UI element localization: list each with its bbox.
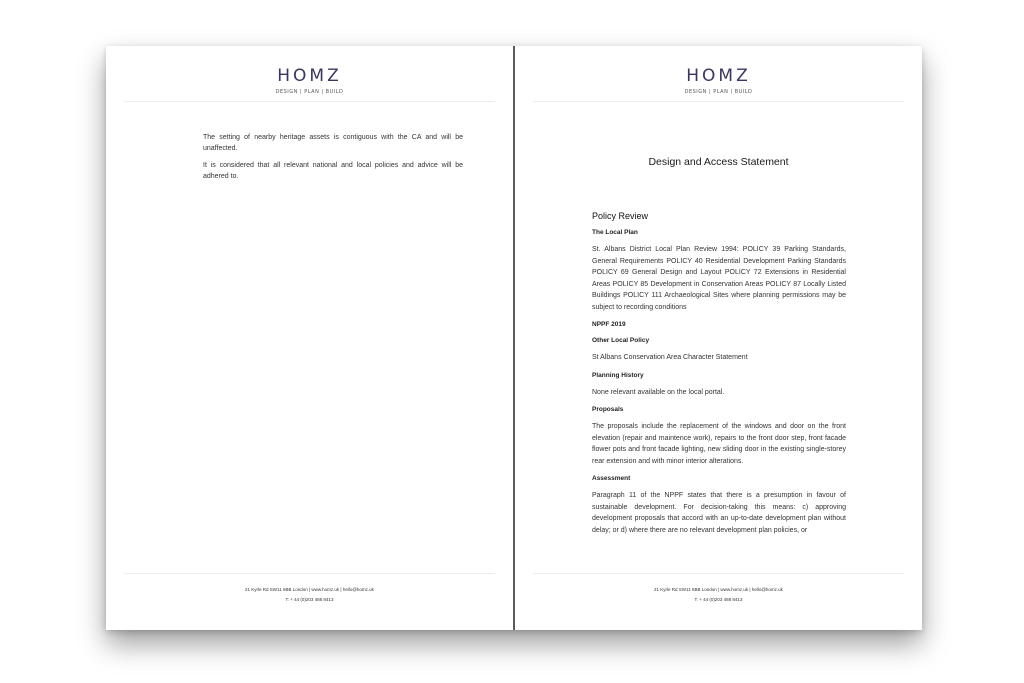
footer-phone: T: + 44 (0)203 488 8413 [694,597,743,602]
assessment-text: Paragraph 11 of the NPPF states that there is a presumption in favour of sustainable development. For decision-taking this means: c) approving development proposals that accord with an up-to-date development plan without delay; or d) where there are no relevant development plan policies, or [592,492,846,534]
assessment-heading: Assessment [592,475,631,482]
local-plan-heading: The Local Plan [592,229,638,236]
logo-tagline: DESIGN | PLAN | BUILD [684,89,753,95]
left-page [106,46,513,630]
header-divider [124,101,495,102]
other-policy-heading: Other Local Policy [592,337,650,344]
proposals-heading: Proposals [592,406,624,413]
nppf-heading: NPPF 2019 [592,321,626,328]
footer-divider [533,573,904,574]
right-page-body [592,211,846,543]
proposals-text: The proposals include the replacement of the windows and door on the front elevation (repair and maintence work), repairs to the front door step, front facade flower pots and front facade lighting, new sliding door in the existing single-storey rear extension and with minor interior alterations. [592,423,846,465]
logo: HOMZ [277,66,342,86]
paragraph: The setting of nearby heritage assets is contiguous with the CA and will be unaffected. [203,134,463,152]
right-page [515,46,922,630]
logo-tagline: DESIGN | PLAN | BUILD [275,89,344,95]
logo: HOMZ [686,66,751,86]
document-title: Design and Access Statement [648,156,789,168]
local-plan-text: St. Albans District Local Plan Review 1994: POLICY 39 Parking Standards, General Requirements POLICY 40 Residential Development Parking Standards POLICY 69 General Design and Layout POLICY 72 Extensions in Residential Areas POLICY 85 Development in Conservation Areas POLICY 87 Locally Listed Buildings POLICY 111 Archaeological Sites where planning permissions may be subject to recording conditions [592,246,846,311]
footer-address: 21 Kyrle Rd SW11 6BB London | www.homz.uk | hello@homz.uk [245,587,374,592]
footer-phone: T: + 44 (0)203 488 8413 [285,597,334,602]
left-page-body [203,132,463,188]
other-policy-text: St Albans Conservation Area Character Statement [592,354,748,361]
footer-address: 21 Kyrle Rd SW11 6BB London | www.homz.uk | hello@homz.uk [654,587,783,592]
planning-history-heading: Planning History [592,371,644,379]
planning-history-text: None relevant available on the local portal. [592,388,725,396]
footer-divider [124,573,495,574]
paragraph: It is considered that all relevant national and local policies and advice will be adhered to. [203,162,463,180]
document-spread [106,46,922,630]
section-title: Policy Review [592,211,649,221]
header-divider [533,101,904,102]
